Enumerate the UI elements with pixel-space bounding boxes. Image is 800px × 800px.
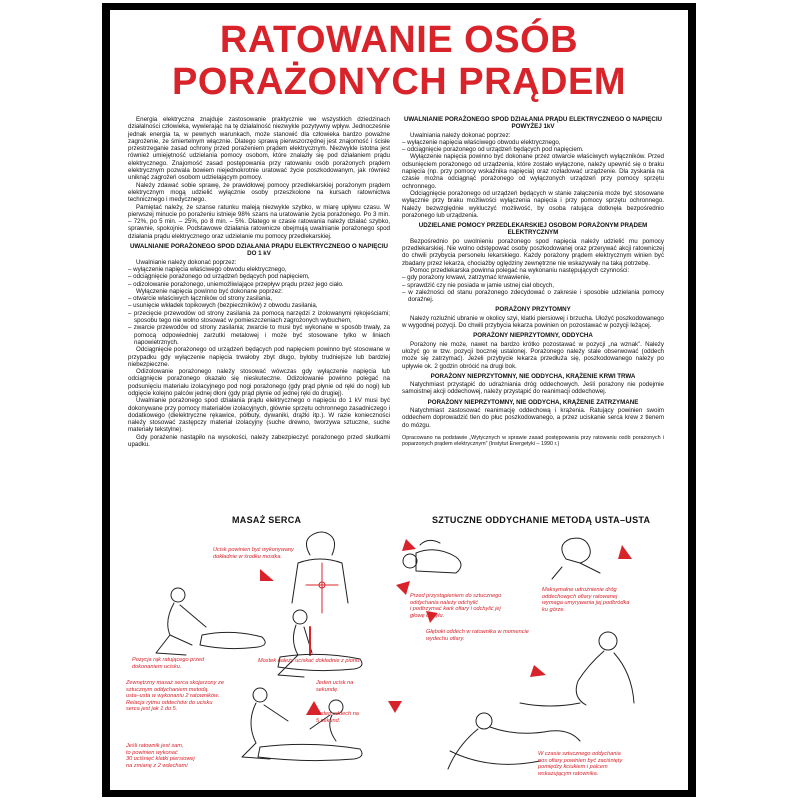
list — [402, 274, 664, 303]
list-item: – w zależności od stanu porażonego zdecydować o zakresie i sposobie udzielania pomocy doraźnej. — [402, 288, 664, 304]
caption: Jeśli ratownik jest sam, to powinien wykonać 30 uciśnięć klatki piersiowej na zmianę z 2 wdechami — [126, 743, 195, 769]
caption: Mostek należy uciskać dokładnie z pionu. — [258, 658, 361, 664]
rescuer-compressing-figure — [278, 610, 362, 677]
rescuer-kneeling-figure — [156, 588, 265, 655]
caption: W czasie sztucznego oddychania nos ofiary powinien być zaciśnięty pomiędzy kciukiem i palcem wskazującym ratownika. — [538, 751, 623, 777]
caption: Przed przystąpieniem do sztucznego oddychania należy odchylić i podtrzymać kark ofiary i odchylić jej głowę do tyłu. — [410, 593, 502, 619]
paragraph: Uwalniania należy dokonać poprzez: — [410, 131, 511, 139]
section-heading: PORAŻONY NIEPRZYTOMNY, ODDYCHA — [473, 332, 593, 340]
paragraph: Natychmiast zastosować reanimację oddechową i krążenia. Ratujący powinien swoim oddechem doprowadzić tlen do płuc poszkodowanego, a przez uciskanie serca krew z tlenem do mózgu. — [402, 406, 664, 429]
list-item: – przecięcie przewodów od strony zasilania za pomocą narzędzi z izolowanymi rękojeściami; sposobu tego nie wolno stosować w pomieszczeniach zagrożonych wybuchem, — [128, 309, 390, 325]
list-item: – odciągnięcie porażonego od urządzeń będących pod napięciem. — [402, 146, 584, 154]
chin-lift-figure — [552, 538, 600, 579]
right-text-column — [402, 116, 664, 448]
paragraph: Odciągnięcie porażonego od urządzeń będących w stanie załączenia może być stosowane wyłącznie przy braku możliwości wyłączenia napięcia i przy pomocy sprzętu ochronnego. Należy bezwzględnie wykluczyć możliwość, by osoba ratująca dotknęła bezpośrednio porażonego lub urządzenia. — [402, 189, 664, 219]
first-aid-illustrations — [110, 515, 688, 790]
two-rescuer-cpr-figure — [242, 688, 362, 761]
paragraph: Natychmiast przystąpić do udrażniania dróg oddechowych. Jeśli porażony nie podejmie samoistnej akcji oddechowej, należy przystąpić do reanimacji oddechowej. — [402, 381, 664, 396]
caption: Głęboki oddech w ratownika w momencie wydechu ofiary. — [426, 629, 529, 642]
cpr-section-title: MASAŻ SERCA — [232, 515, 302, 525]
paragraph: Odizolowanie porażonego należy stosować wówczas gdy wyłączenie napięcia lub odciągnięcie porażonego okazało się nieskuteczne. Odizolowanie powinno polegać na podsunięciu materiału izolacyjnego pod nogi porażonego (gdy prąd płynie od ręki do nogi) lub odgięcie kolejno palców jednej dłoni (gdy prąd płynie od jednej ręki do drugiej). — [128, 368, 390, 397]
section-heading: PORAŻONY NIEPRZYTOMNY, NIE ODDYCHA, KRĄŻENIE ZATRZYMANE — [427, 398, 639, 406]
illustrations-area — [110, 515, 688, 790]
torso-figure — [292, 532, 348, 613]
paragraph: Pomoc przedlekarska powinna polegać na wykonaniu następujących czynności: — [410, 266, 630, 274]
caption: Maksymalne udrożnienie dróg oddechowych ofiary ratowanej wymaga umyrywania jej podbródka ku górze. — [542, 587, 630, 613]
breathing-section-title: SZTUCZNE ODDYCHANIE METODĄ USTA–USTA — [432, 515, 651, 525]
list-item: – otwarcie właściwych łączników od strony zasilania, — [128, 295, 273, 303]
list-item: – odciągnięcie porażonego od urządzeń będących pod napięciem, — [128, 273, 310, 281]
list-item: – odizolowanie porażonego, uniemożliwiające przepływ prądu przez jego ciało. — [128, 280, 344, 288]
paragraph: Wyłączenie napięcia powinno być dokonane poprzez: — [136, 287, 283, 295]
section-heading: UWALNIANIE PORAŻONEGO SPOD DZIAŁANIA PRĄDU ELEKTRYCZNEGO O NAPIĘCIU POWYŻEJ 1kV — [403, 116, 663, 131]
caption: Pozycja rąk ratującego przed dokonaniem ucisku. — [132, 657, 205, 670]
list — [128, 266, 390, 288]
poster-title-line1: RATOWANIE OSÓB — [219, 19, 579, 61]
list-item: – sprawdzić czy nie posiada w jamie ustnej ciał obcych, — [402, 281, 555, 289]
caption: Jeden oddech na 5 sekund. — [316, 711, 359, 724]
section-heading: UWALNIANIE PORAŻONEGO SPOD DZIAŁANIA PRĄDU ELEKTRYCZNEGO O NAPIĘCIU DO 1 kV — [129, 243, 389, 258]
list — [402, 139, 664, 154]
paragraph: Pamiętać należy, że szanse ratunku maleją niezwykle szybko, w miarę upływu czasu. W pierwszej minucie po porażeniu istnieje 98% szans na uratowanie życia porażonego. Po 3 min. – 72%, po 5 min. – 25%, po 8 min. – 5%. Dlatego w czasie ratowania należy działać szybko, sprawnie, spokojnie. Podstawowe działania ratownicze obejmują uwalnianie porażonego spod działania prądu elektrycznego oraz udzielanie mu pomocy przedlekarskiej. — [128, 203, 390, 240]
paragraph: Odciągnięcie porażonego od urządzeń będących pod napięciem powinno być stosowane w przypadku gdy wyłączenie napięcia trwałoby zbyt długo, byłoby trudniejsze lub bardziej niebezpieczne. — [128, 346, 390, 368]
caption: Jeden ucisk na sekundę. — [316, 680, 354, 693]
paragraph: Porażony nie może, nawet na bardzo krótko pozostawać w pozycji „na wznak”. Należy ułożyć go w tzw. pozycji bocznej ustalonej. Porażonego należy stale obserwować (oddech może się zatrzymać). Jeżeli przybycie lekarza przedłuża się, poszkodowanego należy po upływie ok. 2 godzin obrócić na drugi bok. — [402, 340, 664, 370]
paragraph: Uwalnianie porażonego spod działania prądu elektrycznego o napięciu do 1 kV musi być dokonywane przy pomocy materiałów izolacyjnych, głównie sprzętu ochronnego zasadniczego i dodatkowego (dielektryczne rękawice, półbuty, dywaniki, drążki itp.). W razie konieczności należy stosować zastępczy materiał izolacyjny (suche drewno, tworzywa sztuczne, suche materiały tekstylne). — [128, 397, 390, 434]
list — [128, 295, 390, 346]
section-heading: PORAŻONY PRZYTOMNY — [495, 306, 571, 314]
paragraph: Należy zdawać sobie sprawę, że prawidłowej pomocy przedlekarskiej porażonym prądem elektrycznym mogą udzielić wyłącznie osoby przeszkolone na kursach ratownictwa technicznego i medycznego. — [128, 181, 390, 204]
paragraph: Bezpośrednio po uwolnieniu porażonego spod napięcia należy udzielić mu pomocy przedlekarskiej. Nie wolno odstępować osoby poszkodowanej oraz przerywać akcji ratowniczej do chwili przybycia personelu lekarskiego. Każdy porażony prądem elektrycznym winien być zbadany przez lekarza, chociażby oględziny zewnętrzne nie wskazywały na taką potrzebę. — [402, 237, 664, 267]
list-item: – gdy porażony krwawi, zatrzymać krwawienie, — [402, 274, 531, 282]
list-item: – wyłączenie napięcia właściwego obwodu elektrycznego, — [402, 138, 561, 146]
section-heading: PORAŻONY NIEPRZYTOMNY, NIE ODDYCHA, KRĄŻENIE KRWI TRWA — [430, 372, 636, 380]
caption: Zewnętrzny masaż serca skojarzony ze sztucznym oddychaniem metodą usta–usta w wykonaniu 2 ratowników. Relacja rytmu oddechów do ucisku serca jest jak 1 do 5. — [126, 680, 224, 713]
paragraph: Należy rozluźnić ubranie w okolicy szyi, klatki piersiowej i brzucha. Ułożyć poszkodowanego w wygodnej pozycji. Do chwili przybycia lekarza powinien on pozostawać w pozycji leżącej. — [402, 314, 664, 330]
poster-sheet — [110, 10, 688, 790]
section-heading: UDZIELANIE POMOCY PRZEDLEKARSKIEJ OSOBOM PORAŻONYM PRĄDEM ELEKTRYCZNYM — [418, 222, 648, 237]
list-item: – usunięcie wkładek topikowych (bezpieczników) z obwodu zasilania, — [128, 302, 318, 310]
paragraph: Wyłączenie napięcia powinno być dokonane przez otwarcie właściwych wyłączników. Przed odsunięciem porażonego od urządzenia, które zostało wyłączone, należy upewnić się o braku napięcia (np. przy pomocy wskaźnika napięcia) oraz rozładować urządzenie. Dla zyskania na czasie można odciągnąć porażonego od wyłączonych urządzeń przy pomocy sprzętu ochronnego. — [402, 153, 664, 190]
paragraph: Uwalnianie należy dokonać poprzez: — [136, 258, 237, 266]
list-item: – wyłączenie napięcia właściwego obwodu elektrycznego, — [128, 265, 287, 273]
paragraph: Energia elektryczna znajduje zastosowanie praktycznie we wszystkich dziedzinach działalności człowieka, wywierając na tę działalność niezwykle pozytywny wpływ. Jednocześnie jednak energia ta, w pewnych warunkach, może stanowić dla człowieka bardzo poważne zagrożenie, ze śmiertelnym włącznie. Dlatego sprawą pierwszorzędnej jest znajomość i ścisłe przestrzeganie zasad ochrony przed porażeniem prądem elektrycznym. Niezwykle istotna jest również umiejętność udzielania pomocy osobom, które znalazły się pod działaniem prądu elektrycznego. Znajomość zasad postępowania przy ratowaniu osób porażonych prądem elektrycznym pozwala bowiem niejednokrotnie uratować życie poszkodowanym, jak również uniknąć zagrożeń osobom udzielającym pomocy. — [128, 116, 390, 182]
list-item: – zwarcie przewodów od strony zasilania; zwarcie to musi być wykonane w sposób trwały, za pomocą odpowiedniej zarzutki metalowej i może być stosowane tylko w liniach napowietrznych. — [128, 324, 390, 346]
caption: Ucisk powinien być wykonywany dokładnie w środku mostka. — [213, 547, 294, 560]
left-text-column — [128, 116, 390, 448]
paragraph: Gdy porażenie nastąpiło na wysokości, należy zabezpieczyć porażonego przed skutkami upadku. — [128, 433, 390, 449]
poster-title-line2: PORAŻONYCH PRĄDEM — [172, 61, 626, 103]
source-note: Opracowano na podstawie „Wytycznych w sprawie zasad postępowania przy ratowaniu osób porażonych i poparzonych prądem elektrycznym” (Instytut Energetyki – 1990 r.) — [402, 434, 664, 448]
